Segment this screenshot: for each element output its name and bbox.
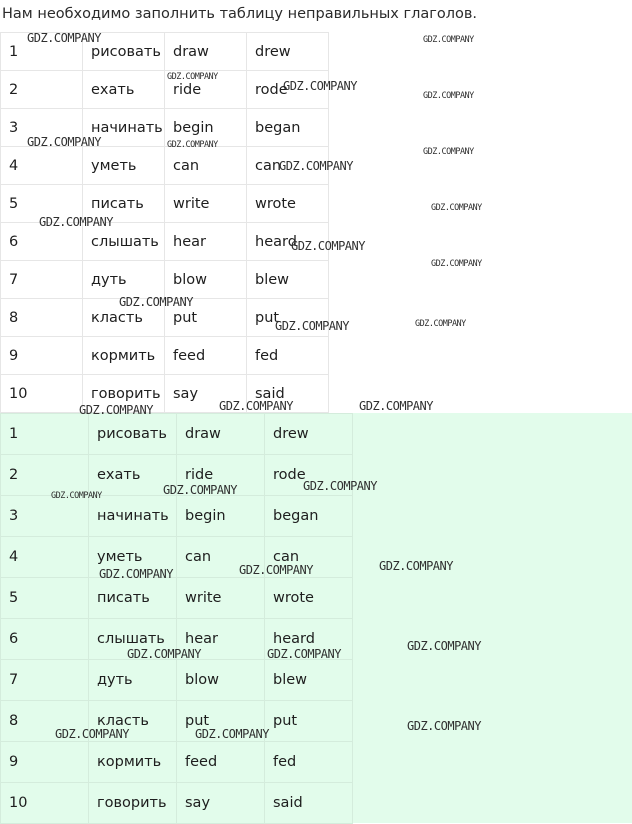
cell-russian-verb: дуть [83,261,165,299]
watermark-text: GDZ.COMPANY [407,719,481,733]
watermark-text: GDZ.COMPANY [359,399,433,413]
cell-base-form: begin [165,109,247,147]
cell-past-form: rode [265,455,353,496]
cell-base-form: draw [165,33,247,71]
watermark-text: GDZ.COMPANY [431,203,482,213]
cell-row-number: 5 [1,578,89,619]
cell-base-form: write [165,185,247,223]
cell-russian-verb: ехать [89,455,177,496]
cell-row-number: 9 [1,742,89,783]
watermark-text: GDZ.COMPANY [219,399,293,413]
cell-past-form: began [265,496,353,537]
table-row [1,742,353,783]
cell-row-number: 8 [1,701,89,742]
cell-russian-verb: дуть [89,660,177,701]
cell-row-number: 6 [1,223,83,261]
cell-russian-verb: кормить [83,337,165,375]
cell-past-form: fed [265,742,353,783]
cell-past-form: began [247,109,329,147]
watermark-text: GDZ.COMPANY [379,559,453,573]
cell-russian-verb: говорить [83,375,165,413]
watermark-text: GDZ.COMPANY [195,727,269,741]
cell-row-number: 10 [1,783,89,824]
cell-past-form: drew [247,33,329,71]
watermark-text: GDZ.COMPANY [275,319,349,333]
cell-russian-verb: ехать [83,71,165,109]
cell-past-form: wrote [265,578,353,619]
cell-base-form: begin [177,496,265,537]
table-row [1,261,329,299]
table-row [1,783,353,824]
cell-russian-verb: уметь [89,537,177,578]
irregular-verbs-table-2 [0,413,353,824]
watermark-text: GDZ.COMPANY [407,639,481,653]
watermark-text: GDZ.COMPANY [303,479,377,493]
cell-row-number: 4 [1,537,89,578]
cell-row-number: 1 [1,414,89,455]
cell-base-form: ride [165,71,247,109]
watermark-text: GDZ.COMPANY [167,140,218,150]
table-row [1,701,353,742]
cell-row-number: 4 [1,147,83,185]
watermark-text: GDZ.COMPANY [27,135,101,149]
table-row [1,414,353,455]
cell-row-number: 5 [1,185,83,223]
watermark-text: GDZ.COMPANY [423,91,474,101]
cell-past-form: blew [265,660,353,701]
watermark-text: GDZ.COMPANY [167,72,218,82]
cell-base-form: hear [165,223,247,261]
cell-row-number: 2 [1,71,83,109]
watermark-text: GDZ.COMPANY [423,35,474,45]
cell-base-form: draw [177,414,265,455]
table-row [1,71,329,109]
cell-base-form: ride [177,455,265,496]
cell-base-form: can [177,537,265,578]
watermark-text: GDZ.COMPANY [283,79,357,93]
cell-past-form: said [265,783,353,824]
cell-russian-verb: говорить [89,783,177,824]
cell-row-number: 3 [1,109,83,147]
table-row [1,337,329,375]
cell-row-number: 7 [1,660,89,701]
cell-base-form: blow [177,660,265,701]
cell-russian-verb: начинать [89,496,177,537]
cell-past-form: put [265,701,353,742]
cell-row-number: 8 [1,299,83,337]
cell-row-number: 9 [1,337,83,375]
cell-base-form: put [177,701,265,742]
cell-row-number: 7 [1,261,83,299]
watermark-text: GDZ.COMPANY [127,647,201,661]
watermark-text: GDZ.COMPANY [163,483,237,497]
cell-row-number: 10 [1,375,83,413]
cell-russian-verb: уметь [83,147,165,185]
cell-past-form: heard [247,223,329,261]
cell-row-number: 1 [1,33,83,71]
cell-row-number: 6 [1,619,89,660]
cell-past-form: drew [265,414,353,455]
cell-past-form: rode [247,71,329,109]
cell-past-form: heard [265,619,353,660]
cell-russian-verb: класть [83,299,165,337]
watermark-text: GDZ.COMPANY [431,259,482,269]
cell-base-form: hear [177,619,265,660]
watermark-text: GDZ.COMPANY [55,727,129,741]
cell-russian-verb: слышать [83,223,165,261]
cell-russian-verb: рисовать [89,414,177,455]
cell-base-form: blow [165,261,247,299]
cell-russian-verb: кормить [89,742,177,783]
watermark-text: GDZ.COMPANY [99,567,173,581]
cell-russian-verb: класть [89,701,177,742]
watermark-text: GDZ.COMPANY [239,563,313,577]
cell-base-form: say [165,375,247,413]
watermark-text: GDZ.COMPANY [119,295,193,309]
cell-russian-verb: начинать [83,109,165,147]
cell-past-form: blew [247,261,329,299]
cell-past-form: can [265,537,353,578]
watermark-text: GDZ.COMPANY [27,31,101,45]
page-title: Нам необходимо заполнить таблицу неправильных глаголов. [2,6,478,22]
table-row [1,578,353,619]
watermark-text: GDZ.COMPANY [267,647,341,661]
cell-row-number: 3 [1,496,89,537]
cell-past-form: fed [247,337,329,375]
watermark-text: GDZ.COMPANY [415,319,466,329]
cell-past-form: wrote [247,185,329,223]
watermark-text: GDZ.COMPANY [51,491,102,501]
cell-russian-verb: писать [83,185,165,223]
cell-past-form: put [247,299,329,337]
watermark-text: GDZ.COMPANY [423,147,474,157]
watermark-text: GDZ.COMPANY [291,239,365,253]
cell-base-form: feed [165,337,247,375]
table-row [1,660,353,701]
cell-past-form: can [247,147,329,185]
cell-row-number: 2 [1,455,89,496]
cell-base-form: write [177,578,265,619]
cell-base-form: can [165,147,247,185]
cell-base-form: feed [177,742,265,783]
cell-base-form: say [177,783,265,824]
cell-past-form: said [247,375,329,413]
watermark-text: GDZ.COMPANY [279,159,353,173]
table-row [1,496,353,537]
cell-russian-verb: слышать [89,619,177,660]
watermark-text: GDZ.COMPANY [39,215,113,229]
cell-russian-verb: рисовать [83,33,165,71]
cell-base-form: put [165,299,247,337]
cell-russian-verb: писать [89,578,177,619]
watermark-text: GDZ.COMPANY [79,403,153,417]
